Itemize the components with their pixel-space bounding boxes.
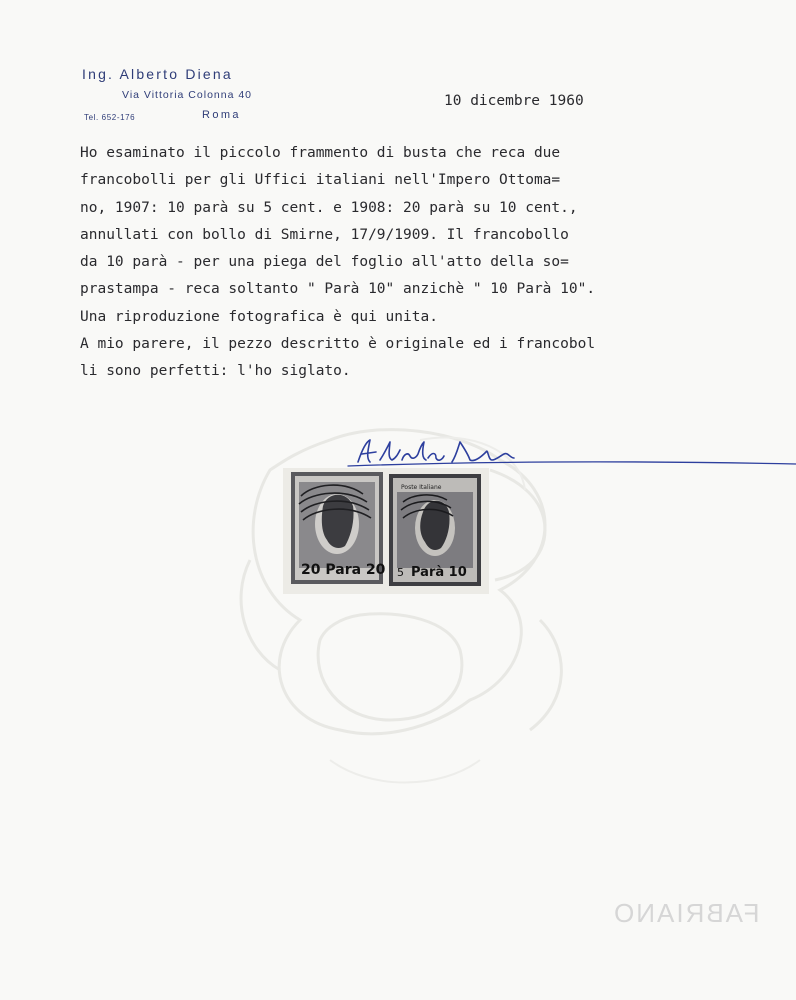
body-line: no, 1907: 10 parà su 5 cent. e 1908: 20 parà su 10 cent., [80,199,578,216]
stamp-10-para [389,474,481,586]
body-line: francobolli per gli Uffici italiani nell'Impero Ottoma= [80,172,561,189]
body-line: Una riproduzione fotografica è qui unita. [80,308,438,325]
letterhead-address: Via Vittoria Colonna 40 [122,89,253,101]
svg-text:Parà 10: Parà 10 [411,565,467,580]
svg-text:20 Para 20: 20 Para 20 [301,562,386,578]
svg-text:5: 5 [397,566,404,579]
certificate-body [80,140,780,386]
stamps-on-fragment [283,466,489,596]
svg-text:Poste Italiane: Poste Italiane [401,484,442,491]
body-line: da 10 parà - per una piega del foglio all'atto della so= [80,254,569,271]
letter-date: 10 dicembre 1960 [444,93,584,109]
body-line: annullati con bollo di Smirne, 17/9/1909. Il francobollo [80,226,569,243]
body-line: Ho esaminato il piccolo frammento di busta che reca due [80,145,561,161]
letterhead-phone: Tel. 652-176 [84,113,136,122]
letterhead-name: Ing. Alberto Diena [82,66,233,82]
watermark-text: FABRIANO [612,898,760,928]
body-line: prastampa - reca soltanto " Parà 10" anzichè " 10 Parà 10". [80,281,596,298]
body-line: A mio parere, il pezzo descritto è originale ed i francobol [80,336,596,353]
letterhead-city: Roma [202,109,241,121]
stamp-20-para [291,472,386,584]
body-line: li sono perfetti: l'ho siglato. [80,363,351,380]
